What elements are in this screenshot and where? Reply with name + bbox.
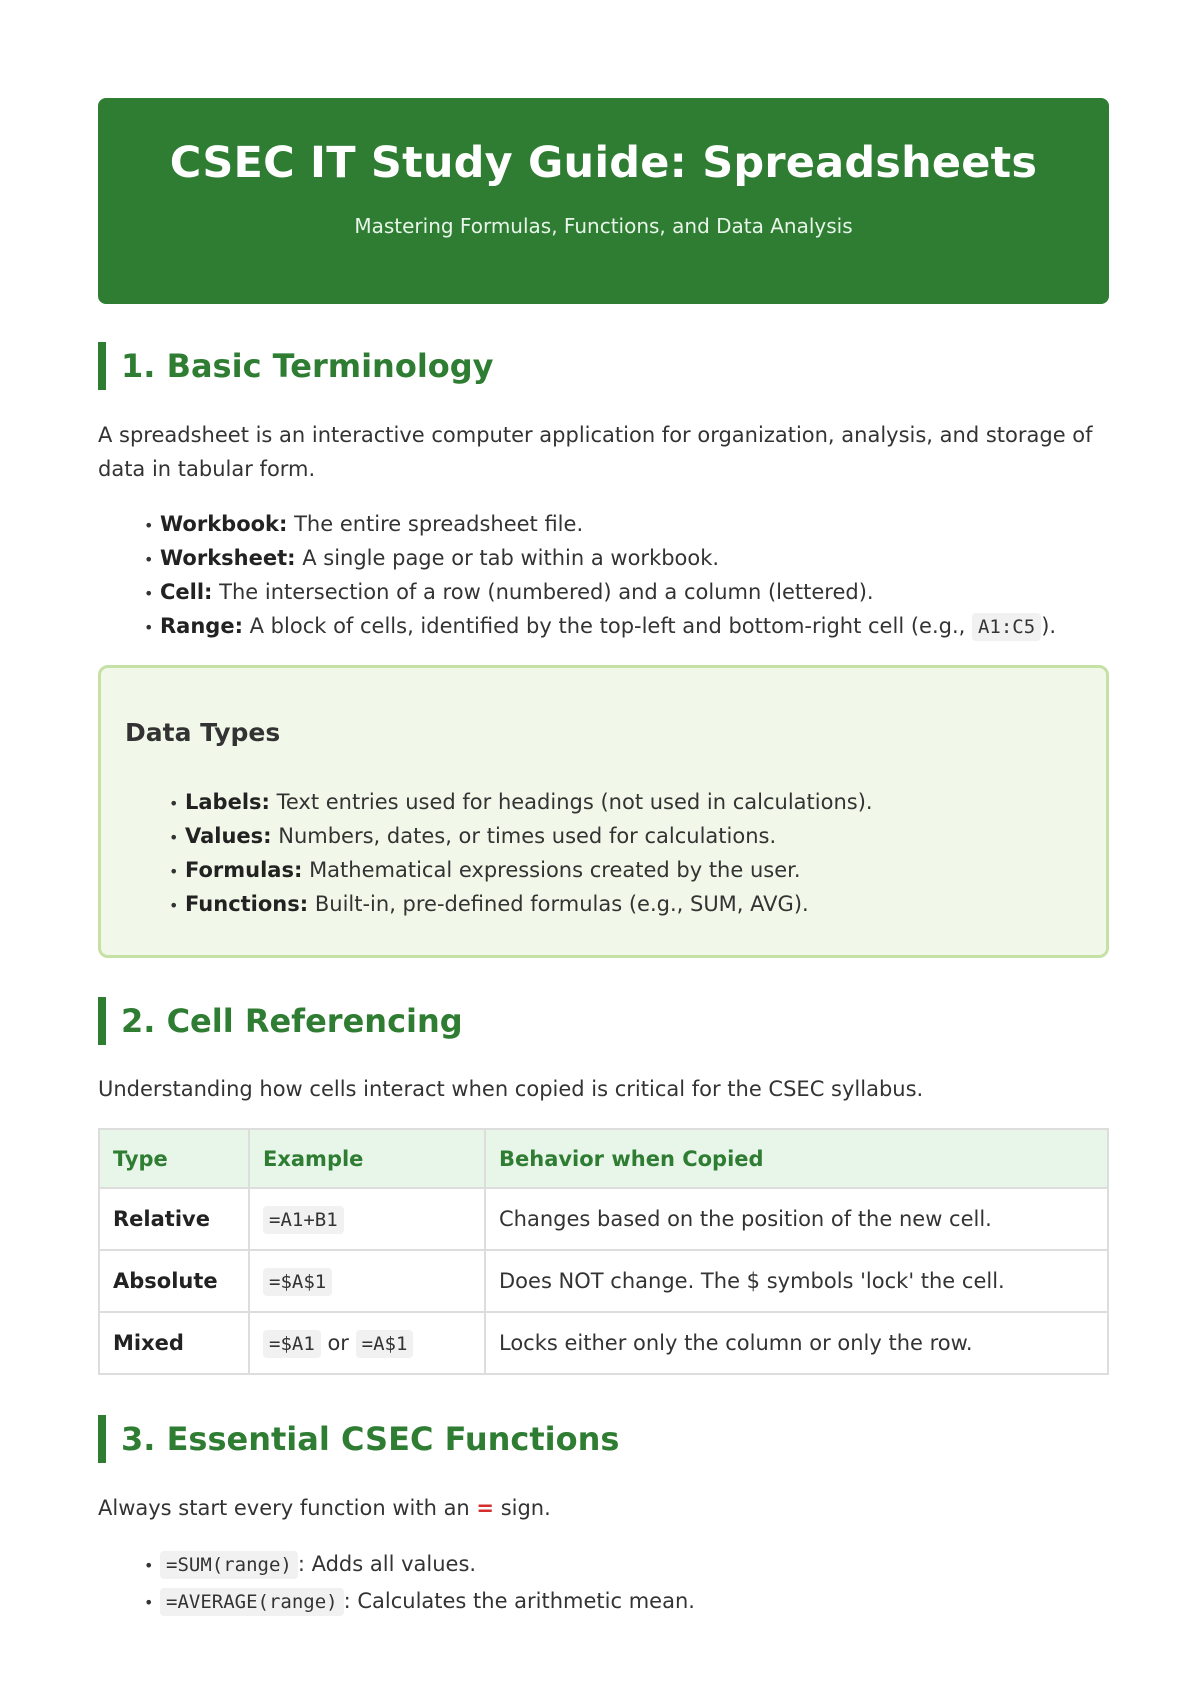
table-row — [99, 1250, 1108, 1312]
column-header-example: Example — [249, 1129, 485, 1188]
reference-type — [99, 1312, 249, 1374]
reference-behavior: Locks either only the column or only the row. — [485, 1312, 1108, 1374]
reference-example — [249, 1312, 485, 1374]
reference-behavior: Does NOT change. The $ symbols 'lock' the cell. — [485, 1250, 1108, 1312]
term-definition: Numbers, dates, or times used for calculations. — [271, 824, 777, 848]
range-example-code: A1:C5 — [972, 613, 1041, 641]
reference-type — [99, 1250, 249, 1312]
data-types-list — [169, 785, 873, 921]
term-definition: A single page or tab within a workbook. — [295, 546, 720, 570]
section-intro-terminology: A spreadsheet is an interactive computer application for organization, analysis, and storage of data in tabular form. — [98, 423, 1093, 481]
list-item — [144, 575, 1056, 609]
reference-behavior: Changes based on the position of the new cell. — [485, 1188, 1108, 1250]
table-header-row — [99, 1129, 1108, 1188]
term-definition: Mathematical expressions created by the user. — [302, 858, 801, 882]
term-definition: The intersection of a row (numbered) and a column (lettered). — [212, 580, 874, 604]
term-label: Formulas: — [185, 858, 303, 882]
example-code: =$A1 — [263, 1330, 321, 1358]
list-item — [144, 507, 1056, 541]
or-connector: or — [327, 1331, 349, 1355]
table-row — [99, 1312, 1108, 1374]
term-definition: A block of cells, identified by the top-left and bottom-right cell (e.g., — [242, 614, 972, 638]
term-label: Worksheet: — [160, 546, 296, 570]
column-header-behavior: Behavior when Copied — [485, 1129, 1108, 1188]
list-item — [169, 853, 873, 887]
reference-type-label: Mixed — [113, 1331, 184, 1355]
function-code: =SUM(range) — [160, 1551, 298, 1579]
term-label: Range: — [160, 614, 243, 638]
list-item — [144, 1583, 695, 1620]
reference-example — [249, 1188, 485, 1250]
reference-type-label: Absolute — [113, 1269, 218, 1293]
section-heading-cell-referencing: 2. Cell Referencing — [98, 997, 463, 1045]
term-label: Workbook: — [160, 512, 288, 536]
intro-text-end: sign. — [494, 1496, 551, 1520]
term-definition: Text entries used for headings (not used in calculations). — [269, 790, 873, 814]
example-code: =$A$1 — [263, 1268, 332, 1296]
section-heading-basic-terminology: 1. Basic Terminology — [98, 342, 494, 390]
column-header-type: Type — [99, 1129, 249, 1188]
term-label: Cell: — [160, 580, 213, 604]
term-label: Functions: — [185, 892, 309, 916]
header-banner — [98, 98, 1109, 304]
section-heading-essential-functions: 3. Essential CSEC Functions — [98, 1415, 619, 1463]
page-title: CSEC IT Study Guide: Spreadsheets — [169, 138, 1038, 188]
list-item — [144, 541, 1056, 575]
callout-heading: Data Types — [125, 718, 281, 747]
list-item — [169, 785, 873, 819]
term-definition: Built-in, pre-defined formulas (e.g., SUM, AVG). — [308, 892, 809, 916]
list-item — [169, 887, 873, 921]
reference-example — [249, 1250, 485, 1312]
list-item — [169, 819, 873, 853]
term-label: Values: — [185, 824, 272, 848]
function-description: : Adds all values. — [297, 1552, 477, 1576]
terminology-list — [144, 507, 1056, 643]
term-label: Labels: — [185, 790, 270, 814]
function-description: : Calculates the arithmetic mean. — [343, 1589, 695, 1613]
data-types-callout — [98, 665, 1109, 958]
term-definition: The entire spreadsheet file. — [287, 512, 584, 536]
functions-list — [144, 1546, 695, 1620]
function-code: =AVERAGE(range) — [160, 1588, 344, 1616]
reference-type-label: Relative — [113, 1207, 210, 1231]
section-intro-functions — [98, 1491, 1110, 1525]
intro-text-start: Always start every function with an — [98, 1496, 477, 1520]
table-row — [99, 1188, 1108, 1250]
equals-symbol: = — [476, 1496, 495, 1520]
example-code: =A1+B1 — [263, 1206, 344, 1234]
term-definition-end: ). — [1041, 614, 1057, 638]
list-item — [144, 1546, 695, 1583]
example-code-alt: =A$1 — [356, 1330, 414, 1358]
cell-referencing-table — [98, 1128, 1109, 1375]
section-intro-referencing: Understanding how cells interact when copied is critical for the CSEC syllabus. — [98, 1077, 924, 1101]
list-item — [144, 609, 1056, 643]
reference-type — [99, 1188, 249, 1250]
page-subtitle: Mastering Formulas, Functions, and Data Analysis — [354, 214, 853, 238]
